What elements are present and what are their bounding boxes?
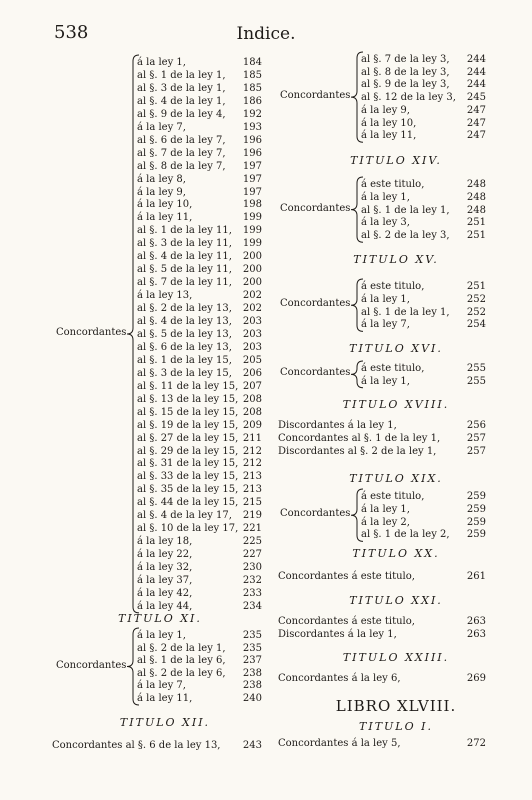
curly-brace — [348, 177, 366, 242]
entry-reference: al §. 8 de la ley 3, — [361, 66, 450, 78]
entry-page-number: 248 — [466, 191, 486, 203]
index-entry — [137, 250, 262, 263]
entry-reference: al §. 4 de la ley 17, — [137, 510, 232, 522]
entry-page-number: 202 — [242, 290, 262, 302]
index-entry — [137, 419, 262, 432]
entry-page-number: 186 — [242, 95, 262, 107]
entry-page-number: 206 — [242, 367, 262, 379]
entry-reference: al §. 4 de la ley 1, — [137, 95, 226, 107]
entry-reference: á la ley 7, — [361, 319, 410, 331]
entry-page-number: 202 — [242, 303, 262, 315]
index-entry — [361, 318, 486, 331]
entry-reference: al §. 19 de la ley 15, — [137, 419, 239, 431]
index-entry — [361, 178, 486, 191]
index-entry — [137, 574, 262, 587]
entry-page-number: 247 — [466, 130, 486, 142]
entry-reference: al §. 1 de la ley 1, — [361, 204, 450, 216]
entry-reference: á la ley 1, — [137, 630, 186, 641]
entry-page-number: 244 — [466, 79, 486, 91]
entry-reference: á la ley 2, — [361, 516, 410, 528]
group-label: Concordantes — [280, 508, 351, 520]
curly-brace — [124, 55, 142, 613]
entry-reference: al §. 5 de la ley 13, — [137, 328, 232, 340]
entry-reference: á la ley 13, — [137, 290, 193, 302]
index-entry — [137, 509, 262, 522]
section-title: TITULO XX. — [352, 547, 440, 560]
index-entry — [137, 587, 262, 600]
index-entry — [361, 191, 486, 204]
entry-page-number: 256 — [466, 420, 486, 431]
group-label: Concordantes — [280, 90, 351, 102]
entry-page-number: 185 — [242, 82, 262, 94]
entry-reference: al §. 27 de la ley 15, — [137, 432, 239, 444]
section-title: TITULO XIX. — [349, 472, 443, 485]
entry-reference: al §. 29 de la ley 15, — [137, 445, 239, 457]
entry-page-number: 248 — [466, 179, 486, 190]
entry-page-number: 192 — [242, 108, 262, 120]
entry-reference: á la ley 3, — [361, 217, 410, 229]
curly-brace — [348, 279, 366, 331]
curly-brace — [348, 489, 366, 541]
index-entry — [137, 173, 262, 186]
entry-reference: al §. 1 de la ley 1, — [361, 306, 450, 318]
entry-reference: á la ley 42, — [137, 587, 193, 599]
entry-page-number: 208 — [242, 406, 262, 418]
index-entry — [361, 516, 486, 529]
index-entry — [137, 393, 262, 406]
entry-page-number: 196 — [242, 134, 262, 146]
entry-page-number: 255 — [466, 363, 486, 374]
entry-reference: Concordantes al §. 6 de la ley 13, — [52, 740, 221, 751]
entry-page-number: 200 — [242, 277, 262, 289]
entry-reference: al §. 35 de la ley 15, — [137, 484, 239, 496]
index-entry — [137, 276, 262, 289]
index-entry — [137, 56, 262, 69]
entry-reference: Discordantes á la ley 1, — [278, 420, 397, 431]
entry-page-number: 257 — [466, 446, 486, 458]
entry-page-number: 263 — [466, 616, 486, 627]
index-entry — [137, 548, 262, 561]
entry-page-number: 244 — [466, 66, 486, 78]
index-entry — [137, 224, 262, 237]
entry-reference: á la ley 1, — [137, 57, 186, 68]
index-entry — [137, 198, 262, 211]
entry-page-number: 238 — [242, 680, 262, 692]
curly-brace — [348, 52, 366, 142]
entry-page-number: 225 — [242, 536, 262, 548]
index-entry — [137, 302, 262, 315]
entry-reference: á la ley 10, — [361, 117, 417, 129]
index-entry — [137, 629, 262, 642]
entry-reference: Discordantes al §. 2 de la ley 1, — [278, 446, 437, 458]
entry-page-number: 185 — [242, 69, 262, 81]
entry-reference: al §. 5 de la ley 11, — [137, 264, 232, 276]
entry-reference: Concordantes á la ley 6, — [278, 673, 401, 684]
entry-reference: á la ley 7, — [137, 121, 186, 133]
entry-reference: al §. 13 de la ley 15, — [137, 393, 239, 405]
entry-page-number: 269 — [466, 673, 486, 684]
index-entry — [137, 496, 262, 509]
entry-page-number: 259 — [466, 529, 486, 541]
entry-reference: al §. 1 de la ley 11, — [137, 225, 232, 237]
entry-page-number: 251 — [466, 281, 486, 292]
section-title: TITULO I. — [359, 720, 433, 733]
entry-reference: al §. 1 de la ley 2, — [361, 529, 450, 541]
entry-page-number: 235 — [242, 642, 262, 654]
book-title: LIBRO XLVIII. — [335, 697, 457, 715]
index-entry — [137, 108, 262, 121]
entry-page-number: 259 — [466, 516, 486, 528]
entry-reference: á la ley 1, — [361, 293, 410, 305]
entry-reference: al §. 44 de la ley 15, — [137, 497, 239, 509]
section-title: TITULO XI. — [118, 612, 202, 625]
entry-page-number: 219 — [242, 510, 262, 522]
entry-reference: á la ley 1, — [361, 503, 410, 515]
entry-page-number: 207 — [242, 380, 262, 392]
entry-reference: á la ley 37, — [137, 575, 193, 586]
entry-reference: al §. 1 de la ley 1, — [137, 69, 226, 81]
entry-reference: á la ley 10, — [137, 199, 193, 211]
entry-page-number: 213 — [242, 484, 262, 496]
index-entry — [137, 642, 262, 655]
entry-page-number: 247 — [466, 117, 486, 129]
entry-reference: á la ley 9, — [137, 186, 186, 198]
index-entry — [137, 211, 262, 224]
index-entry — [137, 535, 262, 548]
entry-page-number: 184 — [242, 57, 262, 68]
index-entry — [137, 263, 262, 276]
entry-page-number: 261 — [466, 571, 486, 582]
entry-page-number: 245 — [466, 92, 486, 104]
entry-page-number: 252 — [466, 293, 486, 305]
entry-page-number: 237 — [242, 655, 262, 667]
entry-reference: al §. 33 de la ley 15, — [137, 471, 239, 483]
entry-page-number: 215 — [242, 497, 262, 509]
index-entry — [137, 667, 262, 680]
entry-page-number: 199 — [242, 225, 262, 237]
index-entry — [361, 129, 486, 142]
index-entry — [361, 204, 486, 217]
entry-page-number: 251 — [466, 230, 486, 242]
entry-reference: á la ley 9, — [361, 104, 410, 116]
entry-reference: al §. 3 de la ley 1, — [137, 82, 226, 94]
index-entry — [361, 216, 486, 229]
entry-reference: á la ley 11, — [137, 693, 193, 704]
index-entry — [137, 600, 262, 613]
entry-page-number: 234 — [242, 600, 262, 612]
index-entry — [137, 147, 262, 160]
page-number: 538 — [54, 22, 89, 43]
entry-reference: Concordantes á este titulo, — [278, 616, 415, 627]
entry-reference: á la ley 8, — [137, 173, 186, 185]
section-title: TITULO XV. — [353, 253, 439, 266]
index-entry — [361, 91, 486, 104]
index-entry — [137, 341, 262, 354]
index-line — [278, 615, 486, 628]
entry-reference: al §. 9 de la ley 3, — [361, 79, 450, 91]
index-entry — [361, 78, 486, 91]
index-entry — [137, 237, 262, 250]
entry-page-number: 254 — [466, 319, 486, 331]
group-label: Concordantes — [56, 326, 127, 338]
entry-page-number: 243 — [242, 740, 262, 751]
group-label: Concordantes — [280, 202, 351, 214]
index-entry — [137, 470, 262, 483]
entry-reference: al §. 8 de la ley 7, — [137, 160, 226, 172]
section-title: TITULO XVIII. — [342, 398, 450, 411]
index-entry — [137, 522, 262, 535]
index-entry — [361, 117, 486, 130]
entry-reference: al §. 7 de la ley 11, — [137, 277, 232, 289]
index-entry — [361, 362, 486, 375]
index-entry — [361, 66, 486, 79]
group-label: Concordantes — [280, 367, 351, 379]
index-line — [52, 739, 262, 752]
entry-reference: á este titulo, — [361, 363, 425, 374]
entry-reference: á la ley 1, — [361, 191, 410, 203]
entry-reference: al §. 1 de la ley 6, — [137, 655, 226, 667]
section-title: TITULO XIV. — [350, 154, 442, 167]
index-entry — [137, 328, 262, 341]
index-entry — [361, 53, 486, 66]
entry-page-number: 257 — [466, 433, 486, 445]
section-title: TITULO XII. — [119, 716, 211, 729]
entry-page-number: 205 — [242, 354, 262, 366]
entry-page-number: 203 — [242, 328, 262, 340]
entry-page-number: 211 — [242, 432, 262, 444]
entry-page-number: 252 — [466, 306, 486, 318]
index-line — [278, 628, 486, 641]
entry-page-number: 230 — [242, 562, 262, 574]
entry-reference: al §. 7 de la ley 7, — [137, 147, 226, 159]
index-entry — [137, 654, 262, 667]
entry-reference: á la ley 1, — [361, 375, 410, 387]
index-entry — [361, 306, 486, 319]
entry-page-number: 213 — [242, 471, 262, 483]
entry-page-number: 200 — [242, 251, 262, 263]
entry-page-number: 199 — [242, 212, 262, 224]
entry-reference: á la ley 11, — [137, 212, 193, 224]
index-line — [278, 672, 486, 685]
entry-page-number: 248 — [466, 204, 486, 216]
index-entry — [137, 82, 262, 95]
index-entry — [137, 186, 262, 199]
page-header: Indice. — [236, 24, 296, 44]
index-line — [278, 445, 486, 458]
entry-reference: al §. 6 de la ley 13, — [137, 341, 232, 353]
entry-page-number: 212 — [242, 445, 262, 457]
entry-reference: á la ley 7, — [137, 680, 186, 692]
entry-reference: al §. 15 de la ley 15, — [137, 406, 239, 418]
entry-page-number: 203 — [242, 341, 262, 353]
index-entry — [137, 134, 262, 147]
index-entry — [137, 445, 262, 458]
index-entry — [361, 280, 486, 293]
curly-brace — [124, 628, 142, 705]
entry-reference: Concordantes á la ley 5, — [278, 738, 401, 749]
entry-page-number: 227 — [242, 549, 262, 561]
entry-page-number: 197 — [242, 160, 262, 172]
entry-page-number: 255 — [466, 375, 486, 387]
index-line — [278, 737, 486, 750]
index-entry — [137, 561, 262, 574]
index-entry — [137, 406, 262, 419]
entry-page-number: 212 — [242, 458, 262, 470]
entry-reference: á la ley 11, — [361, 130, 417, 142]
entry-reference: al §. 2 de la ley 6, — [137, 667, 226, 679]
index-entry — [137, 95, 262, 108]
index-entry — [137, 121, 262, 134]
index-line — [278, 419, 486, 432]
entry-page-number: 193 — [242, 121, 262, 133]
index-entry — [137, 457, 262, 470]
section-title: TITULO XXI. — [349, 594, 443, 607]
entry-reference: al §. 4 de la ley 11, — [137, 251, 232, 263]
entry-page-number: 200 — [242, 264, 262, 276]
entry-reference: á este titulo, — [361, 179, 425, 190]
entry-page-number: 197 — [242, 173, 262, 185]
entry-reference: al §. 7 de la ley 3, — [361, 54, 450, 65]
entry-page-number: 263 — [466, 629, 486, 641]
entry-reference: á la ley 18, — [137, 536, 193, 548]
group-label: Concordantes — [280, 298, 351, 310]
index-entry — [137, 354, 262, 367]
entry-reference: al §. 2 de la ley 3, — [361, 230, 450, 242]
entry-reference: Concordantes al §. 1 de la ley 1, — [278, 433, 441, 445]
entry-reference: á la ley 32, — [137, 562, 193, 574]
entry-reference: Discordantes á la ley 1, — [278, 629, 397, 641]
index-entry — [137, 160, 262, 173]
entry-reference: al §. 2 de la ley 1, — [137, 642, 226, 654]
entry-reference: al §. 9 de la ley 4, — [137, 108, 226, 120]
entry-reference: al §. 2 de la ley 13, — [137, 303, 232, 315]
entry-reference: al §. 4 de la ley 13, — [137, 316, 232, 327]
curly-brace — [348, 361, 366, 388]
index-entry — [361, 104, 486, 117]
index-entry — [361, 528, 486, 541]
entry-reference: al §. 31 de la ley 15, — [137, 458, 239, 470]
entry-page-number: 203 — [242, 316, 262, 327]
entry-page-number: 247 — [466, 104, 486, 116]
entry-reference: al §. 3 de la ley 15, — [137, 367, 232, 379]
entry-page-number: 272 — [466, 738, 486, 749]
entry-page-number: 208 — [242, 393, 262, 405]
entry-reference: á este titulo, — [361, 491, 425, 502]
entry-page-number: 221 — [242, 523, 262, 535]
entry-page-number: 199 — [242, 238, 262, 250]
index-entry — [361, 229, 486, 242]
entry-reference: al §. 10 de la ley 17, — [137, 523, 239, 535]
index-line — [278, 570, 486, 583]
index-entry — [361, 490, 486, 503]
index-entry — [137, 692, 262, 705]
entry-page-number: 238 — [242, 667, 262, 679]
entry-reference: al §. 6 de la ley 7, — [137, 134, 226, 146]
entry-reference: al §. 12 de la ley 3, — [361, 92, 456, 104]
entry-page-number: 235 — [242, 630, 262, 641]
entry-reference: á la ley 44, — [137, 600, 193, 612]
index-line — [278, 432, 486, 445]
entry-page-number: 244 — [466, 54, 486, 65]
group-label: Concordantes — [56, 659, 127, 671]
entry-page-number: 197 — [242, 186, 262, 198]
index-entry — [361, 293, 486, 306]
index-entry — [137, 483, 262, 496]
index-entry — [137, 315, 262, 328]
entry-reference: Concordantes á este titulo, — [278, 571, 415, 582]
index-entry — [137, 69, 262, 82]
section-title: TITULO XVI. — [349, 342, 443, 355]
index-entry — [137, 432, 262, 445]
index-entry — [137, 679, 262, 692]
index-entry — [137, 367, 262, 380]
index-entry — [361, 375, 486, 388]
index-entry — [137, 380, 262, 393]
entry-reference: al §. 3 de la ley 11, — [137, 238, 232, 250]
entry-page-number: 196 — [242, 147, 262, 159]
entry-page-number: 232 — [242, 575, 262, 586]
entry-page-number: 251 — [466, 217, 486, 229]
entry-page-number: 209 — [242, 419, 262, 431]
entry-reference: al §. 1 de la ley 15, — [137, 354, 232, 366]
entry-reference: á este titulo, — [361, 281, 425, 292]
entry-page-number: 233 — [242, 587, 262, 599]
entry-reference: á la ley 22, — [137, 549, 193, 561]
entry-page-number: 240 — [242, 693, 262, 704]
index-entry — [361, 503, 486, 516]
entry-page-number: 259 — [466, 503, 486, 515]
entry-page-number: 259 — [466, 491, 486, 502]
entry-reference: al §. 11 de la ley 15, — [137, 380, 239, 392]
entry-page-number: 198 — [242, 199, 262, 211]
index-entry — [137, 289, 262, 302]
section-title: TITULO XXIII. — [342, 651, 450, 664]
